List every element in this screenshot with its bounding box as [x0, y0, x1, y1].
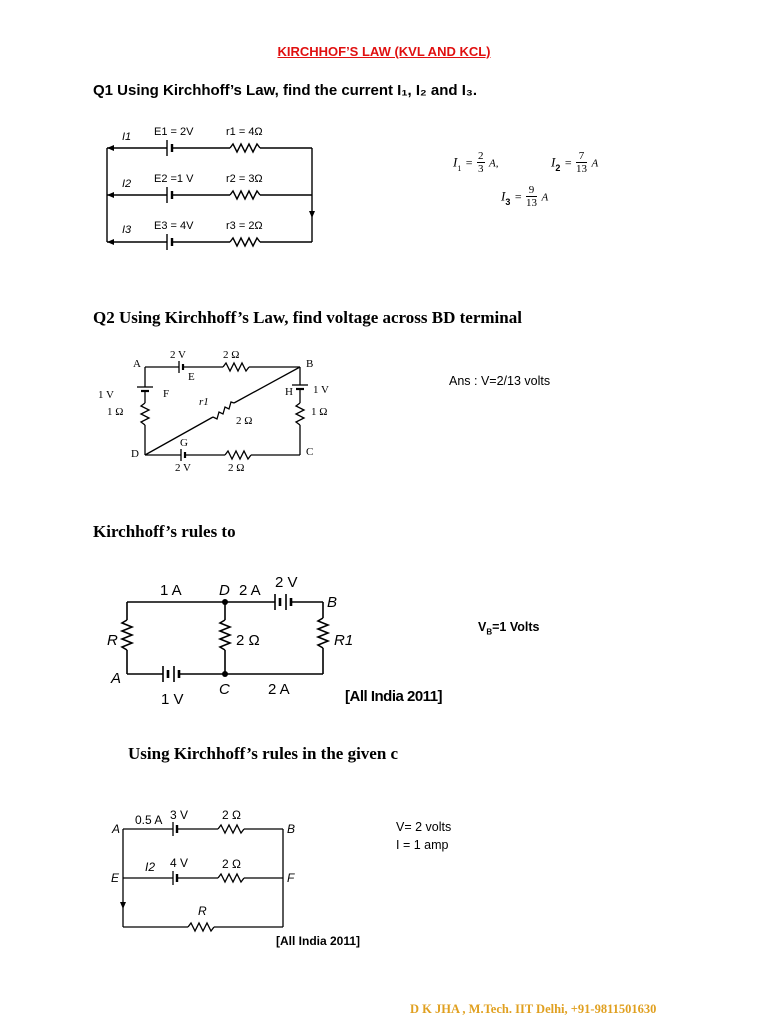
q1-label-i1: I1	[122, 131, 132, 143]
q1-label-r1: r1 = 4Ω	[226, 126, 263, 138]
q4-label-i2: I2	[145, 860, 156, 874]
q2-node-h: H	[285, 386, 293, 398]
q2-node-b: B	[306, 358, 314, 370]
q3-label-r: R	[107, 632, 118, 649]
q3-answer: $V_B=1$ Volts	[478, 620, 540, 637]
q2-label-2ohm-diag: 2 Ω	[236, 415, 253, 427]
q3-label-2v: 2 V	[275, 574, 298, 591]
q3-reference: [All India 2011]	[345, 688, 443, 705]
q2-label-1v-left: 1 V	[98, 389, 114, 401]
q4-answer-voltage: V= 2 volts	[396, 820, 452, 834]
q2-node-a: A	[133, 358, 141, 370]
q4-circuit-diagram	[105, 805, 305, 935]
q4-label-current: 0.5 A	[135, 813, 163, 827]
q1-label-i2: I2	[122, 178, 132, 190]
q1-question: Q1 Using Kirchhoff’s Law, find the current I₁, I₂ and I₃.	[93, 82, 477, 99]
q2-label-1ohm-left: 1 Ω	[107, 406, 124, 418]
q2-label-2v-bottom: 2 V	[175, 462, 191, 474]
q2-answer: Ans : V=2/13 volts	[449, 374, 551, 388]
q2-label-2v-top: 2 V	[170, 349, 186, 361]
q2-node-e: E	[188, 371, 195, 383]
q4-node-e: E	[111, 871, 120, 885]
q4-label-3v: 3 V	[170, 808, 189, 822]
q3-question: Kirchhoff’s rules to	[93, 522, 236, 541]
q3-label-1a: 1 A	[160, 582, 182, 599]
q4-answer-current: I = 1 amp	[396, 838, 449, 852]
q3-label-2a-bottom: 2 A	[268, 681, 290, 698]
page-title: KIRCHHOF’S LAW (KVL AND KCL)	[277, 44, 491, 59]
q1-answer-i1: $I_1$ = $\frac{2}{3}$ A,	[453, 150, 499, 175]
q4-label-r: R	[198, 904, 207, 918]
q1-label-e1: E1 = 2V	[154, 126, 194, 138]
q1-label-e3: E3 = 4V	[154, 220, 194, 232]
q1-label-i3: I3	[122, 224, 132, 236]
q3-node-d: D	[219, 582, 230, 599]
q3-label-2ohm: 2 Ω	[236, 632, 260, 649]
q1-answer-i2: $I_2$ = $\frac{7}{13}$ A	[551, 150, 599, 175]
q2-question: Q2 Using Kirchhoff’s Law, find voltage across BD terminal	[93, 308, 522, 327]
q4-label-4v: 4 V	[170, 856, 189, 870]
q2-label-2ohm-bottom: 2 Ω	[228, 462, 245, 474]
q2-node-c: C	[306, 446, 314, 458]
q4-reference: [All India 2011]	[276, 934, 361, 948]
q4-label-2ohm-mid: 2 Ω	[222, 857, 241, 871]
q1-label-r3: r3 = 2Ω	[226, 220, 263, 232]
q1-label-e2: E2 =1 V	[154, 173, 194, 185]
q3-node-c: C	[219, 681, 230, 698]
q2-node-f: F	[163, 388, 170, 400]
q4-node-f: F	[287, 871, 295, 885]
q2-label-r1: r1	[199, 396, 209, 408]
q3-node-a: A	[111, 670, 122, 687]
q1-answer-i3: $I_3$ = $\frac{9}{13}$ A	[501, 184, 549, 209]
q3-label-r1: R1	[334, 632, 354, 649]
q4-label-2ohm-top: 2 Ω	[222, 808, 241, 822]
q1-label-r2: r2 = 3Ω	[226, 173, 263, 185]
q3-node-b: B	[327, 594, 338, 611]
q2-label-1ohm-right: 1 Ω	[311, 406, 328, 418]
q1-circuit-diagram	[100, 120, 325, 250]
q3-circuit-diagram	[105, 570, 354, 710]
q2-label-2ohm-top: 2 Ω	[223, 349, 240, 361]
q4-node-a: A	[112, 822, 121, 836]
q3-label-2a-top: 2 A	[239, 582, 261, 599]
q4-node-b: B	[287, 822, 296, 836]
q3-label-1v: 1 V	[161, 691, 184, 708]
q2-node-g: G	[180, 437, 188, 449]
q4-question: Using Kirchhoff’s rules in the given c	[128, 744, 399, 763]
q2-label-1v-right: 1 V	[313, 384, 329, 396]
footer-author: D K JHA , M.Tech. IIT Delhi, +91-9811501630	[410, 1002, 657, 1016]
q2-node-d: D	[131, 448, 139, 460]
q2-circuit-diagram	[95, 345, 355, 475]
